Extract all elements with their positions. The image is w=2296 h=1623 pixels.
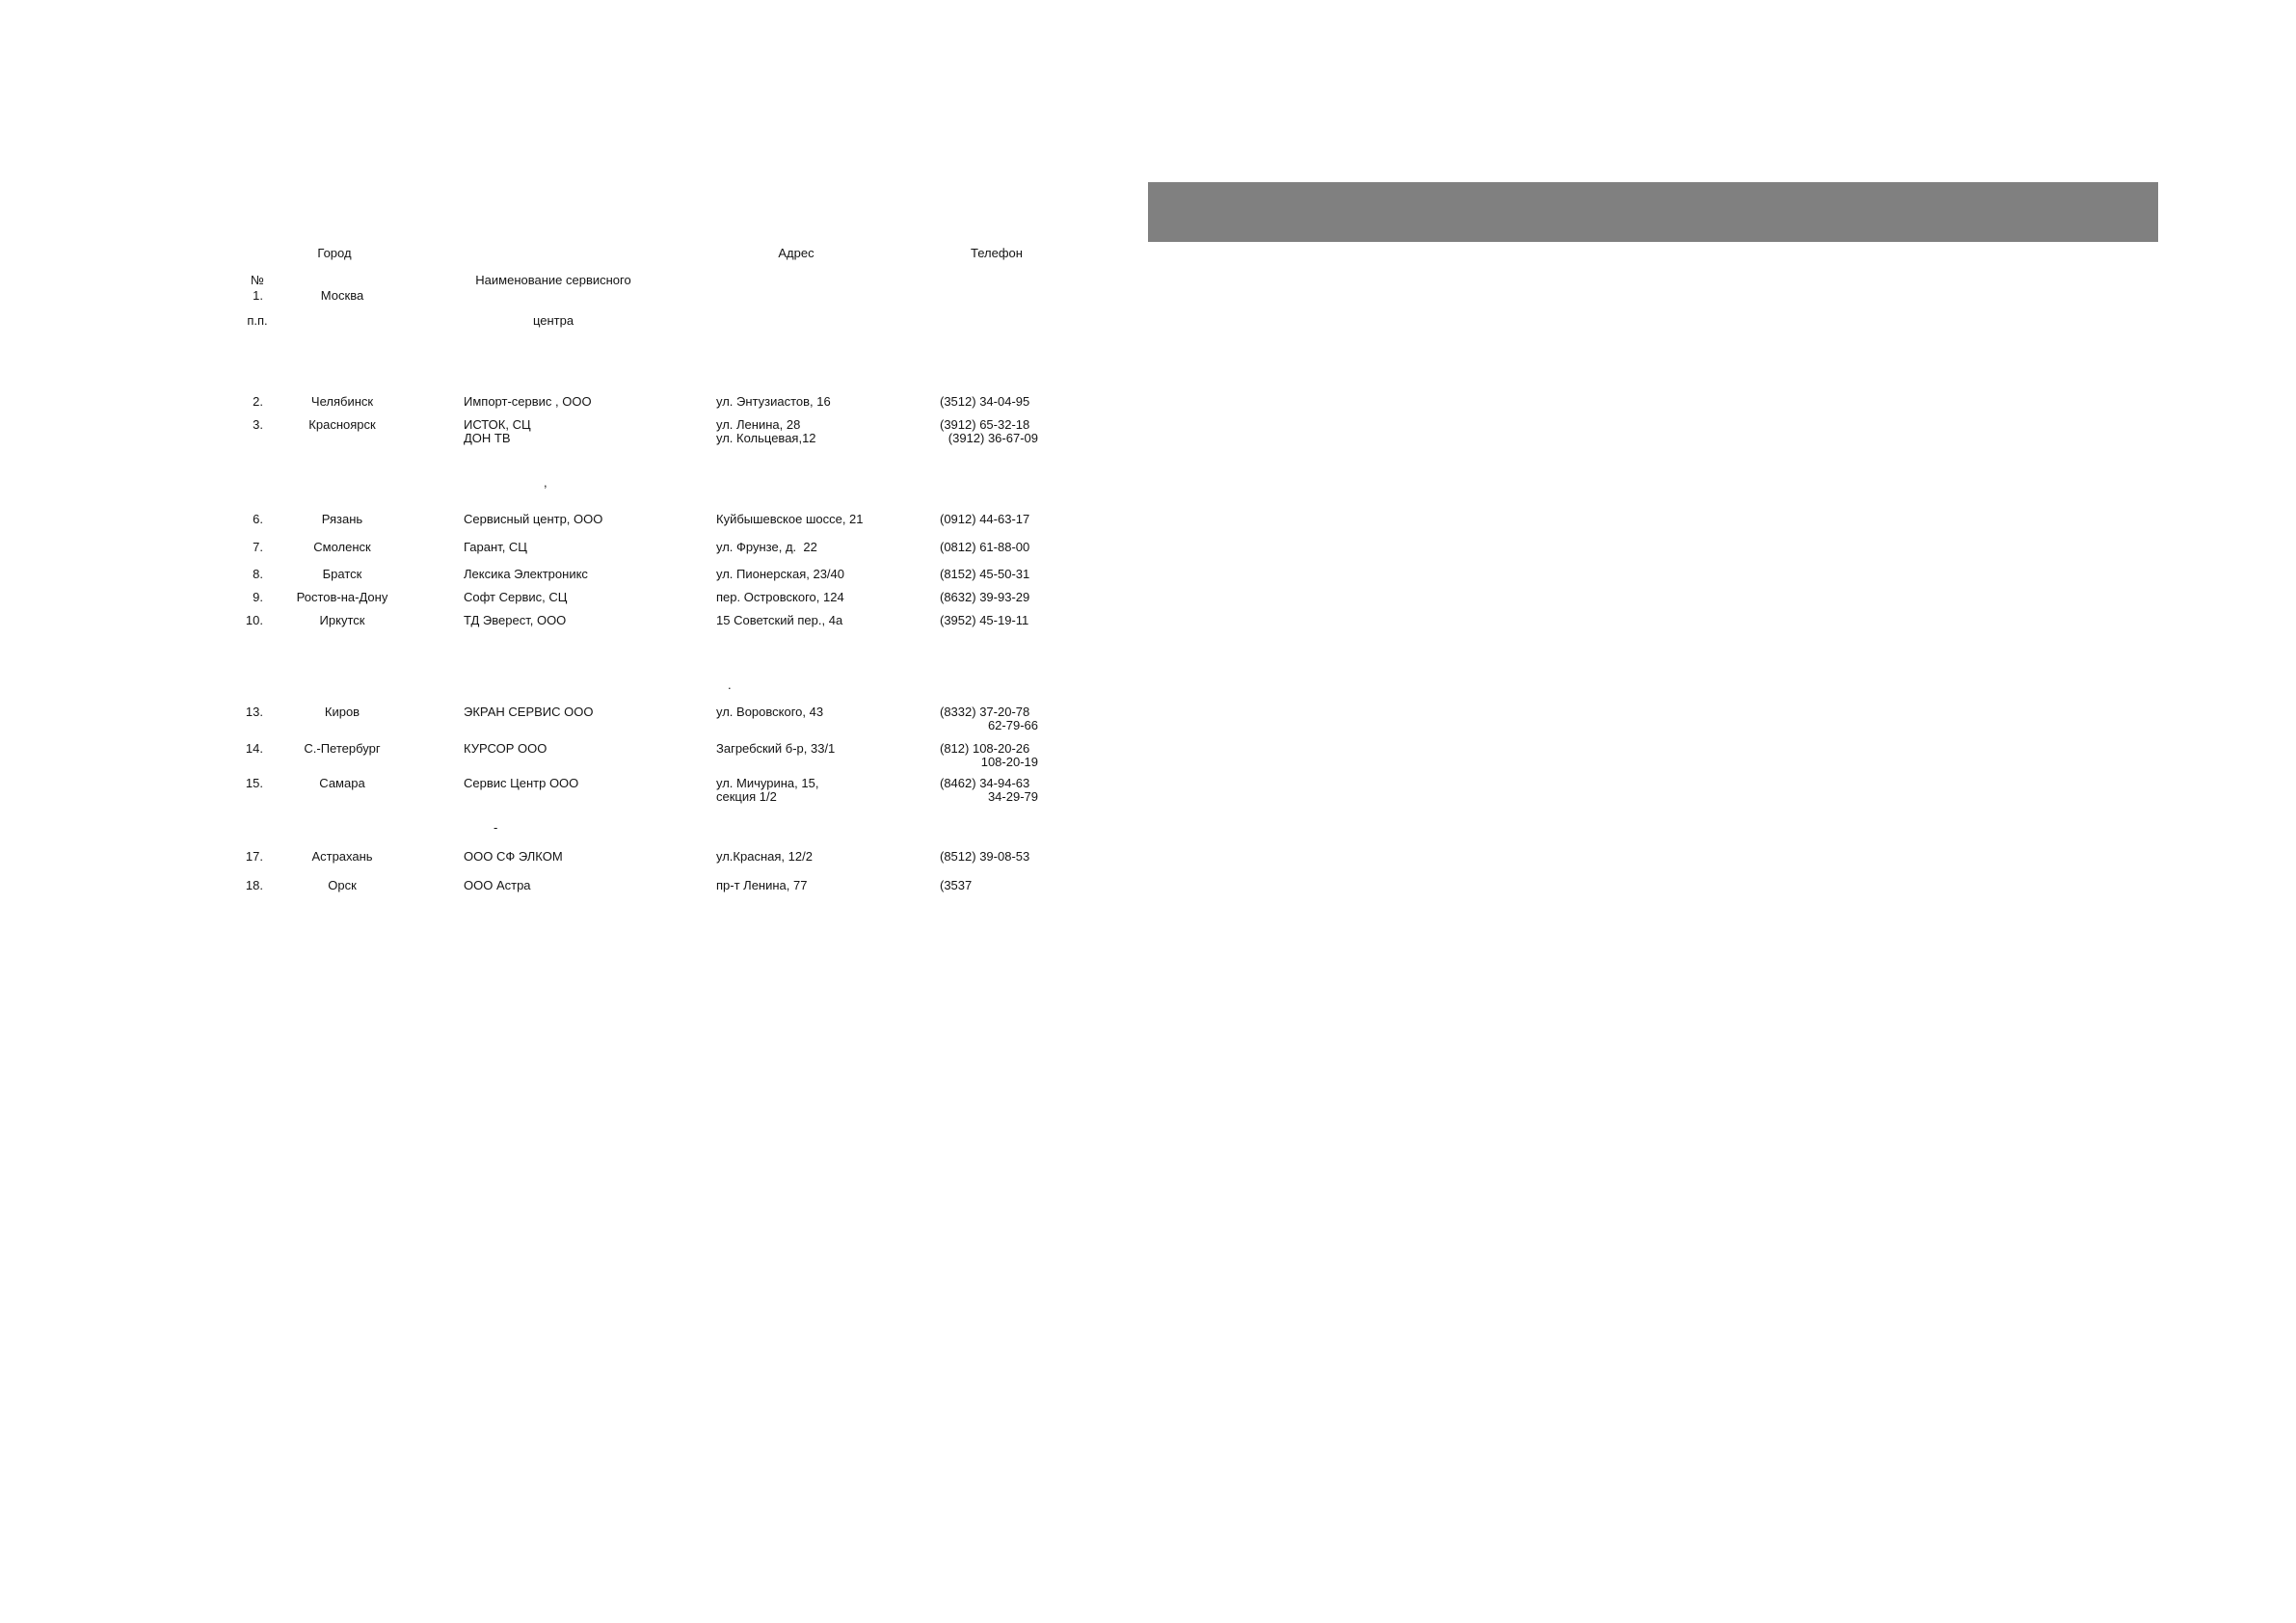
service-center-name-cell (464, 777, 705, 790)
row-number: 18. (245, 878, 263, 892)
scan-artifact-mark: , (544, 475, 547, 490)
row-number: 1. (253, 288, 263, 303)
service-center-name-cell (464, 879, 705, 892)
row-number: 15. (245, 776, 263, 790)
address-cell (716, 418, 928, 445)
phone-cell (940, 541, 1038, 554)
column-header-name-line1: Наименование сервисного (475, 273, 631, 287)
city-cell: Ростов-на-Дону (296, 590, 388, 604)
city-cell: Самара (319, 776, 365, 790)
city-cell: Астрахань (311, 849, 373, 864)
service-center-name-cell (464, 395, 705, 409)
row-number: 14. (245, 741, 263, 756)
address-line: секция 1/2 (716, 789, 777, 804)
address-cell (716, 705, 928, 719)
name-line: ЭКРАН СЕРВИС ООО (464, 705, 594, 719)
address-line: пер. Островского, 124 (716, 590, 844, 604)
city-cell: Киров (324, 705, 360, 719)
phone-line: 108-20-19 (980, 755, 1038, 769)
address-line: 15 Советский пер., 4а (716, 613, 843, 627)
address-line: ул.Красная, 12/2 (716, 849, 813, 864)
service-center-name-cell (464, 418, 705, 445)
phone-line: (0912) 44-63-17 (940, 512, 1030, 526)
phone-cell (940, 591, 1038, 604)
address-line: Загребский б-р, 33/1 (716, 741, 836, 756)
phone-cell (940, 879, 1038, 892)
column-header-num-line1: № (251, 273, 264, 287)
scan-artifact-mark: - (494, 820, 498, 835)
phone-line: (8152) 45-50-31 (940, 567, 1030, 581)
row-number: 9. (253, 590, 263, 604)
phone-line: (8462) 34-94-63 (940, 776, 1030, 790)
service-center-name-cell (464, 568, 705, 581)
row-number: 6. (253, 512, 263, 526)
scan-artifact-mark: . (728, 678, 732, 692)
city-cell: Москва (320, 288, 364, 303)
row-number: 7. (253, 540, 263, 554)
column-header-name (438, 247, 669, 355)
address-cell (716, 879, 928, 892)
column-header-address: Адрес (778, 246, 814, 260)
phone-cell (940, 614, 1038, 627)
phone-line: (812) 108-20-26 (940, 741, 1030, 756)
address-line: пр-т Ленина, 77 (716, 878, 808, 892)
name-line: ТД Эверест, ООО (464, 613, 567, 627)
column-header-city: Город (317, 246, 352, 260)
city-cell: С.-Петербург (304, 741, 381, 756)
city-cell: Рязань (321, 512, 363, 526)
address-line: Куйбышевское шоссе, 21 (716, 512, 864, 526)
address-cell (716, 850, 928, 864)
city-cell: Челябинск (310, 394, 374, 409)
service-center-name-cell (464, 591, 705, 604)
phone-cell (940, 395, 1038, 409)
address-cell (716, 614, 928, 627)
phone-cell (940, 418, 1038, 445)
name-line: ИСТОК, СЦ (464, 417, 531, 432)
service-center-name-cell (464, 850, 705, 864)
service-center-name-cell (464, 614, 705, 627)
city-cell: Иркутск (319, 613, 365, 627)
address-line: ул. Энтузиастов, 16 (716, 394, 831, 409)
row-number: 13. (245, 705, 263, 719)
city-cell: Смоленск (313, 540, 371, 554)
name-line: Лексика Электроникс (464, 567, 588, 581)
phone-line: (8512) 39-08-53 (940, 849, 1030, 864)
address-cell (716, 591, 928, 604)
address-cell (716, 568, 928, 581)
address-cell (716, 541, 928, 554)
city-cell: Орск (328, 878, 357, 892)
phone-line: (0812) 61-88-00 (940, 540, 1030, 554)
phone-line: 34-29-79 (987, 789, 1038, 804)
address-cell (716, 777, 928, 804)
phone-cell (940, 777, 1038, 804)
address-line: ул. Фрунзе, д. 22 (716, 540, 817, 554)
name-line: Софт Сервис, СЦ (464, 590, 568, 604)
name-line: Импорт-сервис , ООО (464, 394, 592, 409)
name-line: ООО Астра (464, 878, 531, 892)
service-center-name-cell (464, 705, 705, 719)
row-number: 3. (253, 417, 263, 432)
row-number: 8. (253, 567, 263, 581)
row-number: 17. (245, 849, 263, 864)
service-center-name-cell (464, 541, 705, 554)
column-header-phone: Телефон (971, 246, 1023, 260)
address-line: ул. Ленина, 28 (716, 417, 801, 432)
address-cell (716, 395, 928, 409)
phone-line: (8332) 37-20-78 (940, 705, 1030, 719)
address-line: ул. Мичурина, 15, (716, 776, 819, 790)
name-line: Гарант, СЦ (464, 540, 527, 554)
name-line: Сервис Центр ООО (464, 776, 579, 790)
phone-line: (3912) 36-67-09 (948, 431, 1038, 445)
city-cell: Красноярск (308, 417, 376, 432)
column-header-name-line2: центра (532, 313, 574, 328)
phone-cell (940, 513, 1038, 526)
name-line: КУРСОР ООО (464, 741, 547, 756)
phone-cell (940, 850, 1038, 864)
service-center-name-cell (464, 742, 705, 756)
service-center-name-cell (464, 513, 705, 526)
phone-line: 62-79-66 (987, 718, 1038, 732)
address-cell (716, 513, 928, 526)
column-header-num-line2: п.п. (247, 313, 268, 328)
phone-line: (8632) 39-93-29 (940, 590, 1030, 604)
city-cell: Братск (322, 567, 362, 581)
address-cell (716, 742, 928, 756)
phone-line: (3912) 65-32-18 (940, 417, 1030, 432)
name-line: ДОН ТВ (464, 431, 511, 445)
row-number: 2. (253, 394, 263, 409)
address-line: ул. Воровского, 43 (716, 705, 824, 719)
address-line: ул. Кольцевая,12 (716, 431, 816, 445)
phone-cell (940, 568, 1038, 581)
phone-line: (3952) 45-19-11 (940, 613, 1029, 627)
row-number: 10. (245, 613, 263, 627)
phone-line: (3512) 34-04-95 (940, 394, 1030, 409)
redaction-bar (1148, 182, 2158, 242)
address-line: ул. Пионерская, 23/40 (716, 567, 844, 581)
phone-line: (3537 (940, 878, 973, 892)
name-line: Сервисный центр, ООО (464, 512, 603, 526)
name-line: ООО СФ ЭЛКОМ (464, 849, 563, 864)
phone-cell (940, 742, 1038, 769)
phone-cell (940, 705, 1038, 732)
